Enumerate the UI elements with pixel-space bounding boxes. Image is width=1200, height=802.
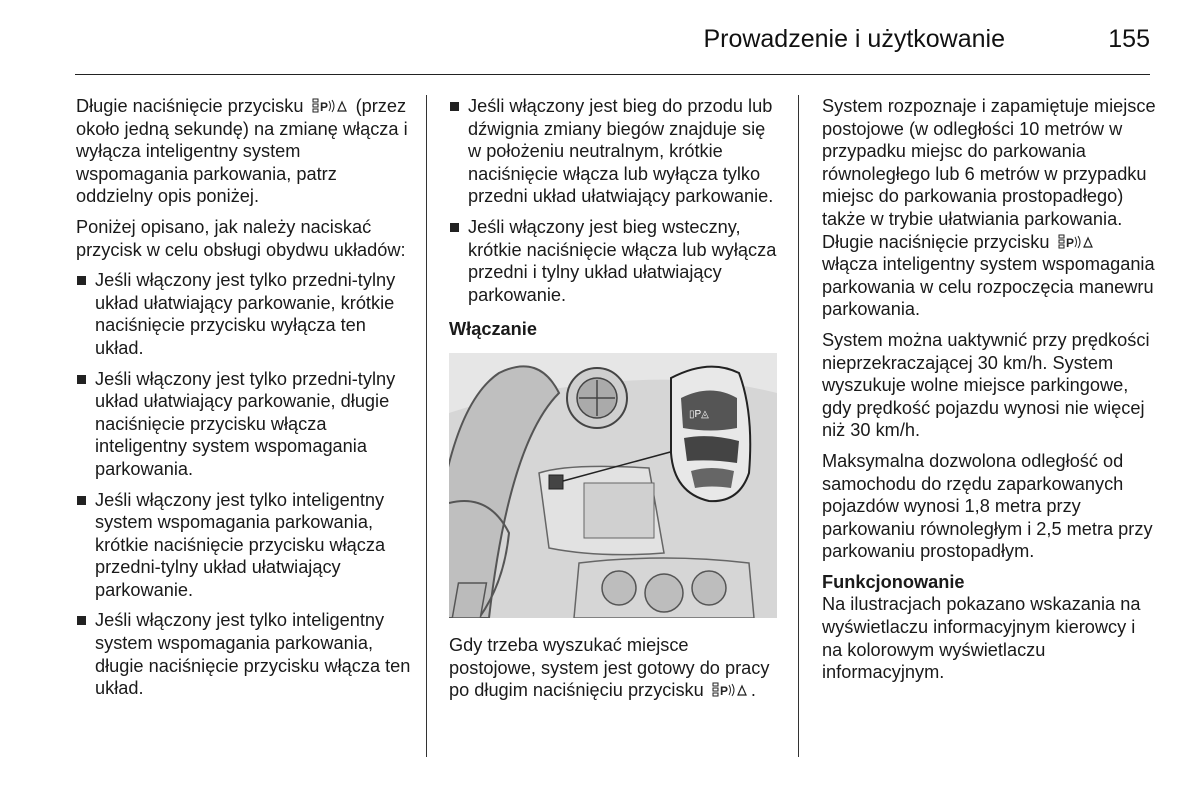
paragraph-text: Gdy trzeba wyszukać miejsce postojowe, system jest gotowy do pracy po długim naciśnięciu przycisku <box>449 634 770 701</box>
paragraph-text: . <box>750 680 756 701</box>
dashboard-illustration <box>449 353 777 618</box>
list-item: Jeśli włączony jest tylko inteligentny system wspomagania parkowania, krótkie naciśnięcie przycisku włącza przedni-tylny układ ułatwiający parkowanie. <box>76 489 416 602</box>
page-header <box>75 20 1150 75</box>
bullet-list <box>449 95 779 306</box>
paragraph <box>822 95 1157 321</box>
list-item: Jeśli włączony jest bieg wsteczny, krótkie naciśnięcie włącza lub wyłącza przedni i tylny układ ułatwiający parkowanie. <box>449 216 779 306</box>
section-heading: Włączanie <box>449 319 537 340</box>
column-1 <box>76 95 416 708</box>
list-item: Jeśli włączony jest tylko przedni-tylny układ ułatwiający parkowanie, długie naciśnięcie przycisku włącza inteligentny system wspomagania parkowania. <box>76 368 416 481</box>
list-item: Jeśli włączony jest bieg do przodu lub dźwignia zmiany biegów znajduje się w położeniu neutralnym, krótkie naciśnięcie włącza lub wyłącza tylko przedni układ ułatwiający parkowanie. <box>449 95 779 208</box>
paragraph <box>76 95 416 208</box>
svg-text:▯P◬: ▯P◬ <box>689 408 709 420</box>
paragraph: System można uaktywnić przy prędkości nieprzekraczającej 30 km/h. System wyszukuje wolne miejsce parkingowe, gdy prędkość pojazdu wynosi nie więcej niż 30 km/h. <box>822 329 1150 441</box>
column-3 <box>822 95 1157 692</box>
list-item: Jeśli włączony jest tylko przedni-tylny układ ułatwiający parkowanie, krótkie naciśnięcie przycisku wyłącza ten układ. <box>76 269 416 359</box>
paragraph-text: System rozpoznaje i zapamiętuje miejsce postojowe (w odległości 10 metrów w przypadku miejsc do parkowania równoległego lub 6 metrów w przypadku miejsc do parkowania prostopadłego) także w trybie ułatwiania parkowania. Długie naciśnięcie przycisku <box>822 96 1156 252</box>
park-assist-button-icon <box>712 682 748 698</box>
dashboard-drawing <box>449 353 777 618</box>
bullet-list <box>76 269 416 700</box>
column-divider <box>798 95 799 757</box>
svg-text:P: P <box>1065 235 1074 250</box>
paragraph: Maksymalna dozwolona odległość od samochodu do rzędu zaparkowanych pojazdów wynosi 1,8 metra przy parkowaniu równoległym i 2,5 metra przy parkowaniu prostopadłym. <box>822 450 1153 562</box>
park-assist-button-icon <box>312 98 348 114</box>
paragraph: Na ilustracjach pokazano wskazania na wyświetlaczu informacyjnym kierowcy i na kolorowym wyświetlaczu informacyjnym. <box>822 594 1141 683</box>
section-heading: Funkcjonowanie <box>822 571 965 592</box>
paragraph-text: Długie naciśnięcie przycisku <box>76 96 304 116</box>
paragraph <box>449 634 779 702</box>
section-title: Prowadzenie i użytkowanie <box>703 25 1005 53</box>
svg-text:P: P <box>319 100 328 114</box>
list-item: Jeśli włączony jest tylko inteligentny system wspomagania parkowania, długie naciśnięcie przycisku włącza ten układ. <box>76 609 416 699</box>
paragraph-text: (przez około jedną sekundę) na zmianę włącza i wyłącza inteligentny system wspomagania parkowania, patrz oddzielny opis poniżej. <box>76 96 408 207</box>
paragraph-text: włącza inteligentny system wspomagania parkowania w celu rozpoczęcia manewru parkowania. <box>822 254 1155 320</box>
paragraph: Poniżej opisano, jak należy naciskać przycisk w celu obsługi obydwu układów: <box>76 216 406 260</box>
column-divider <box>426 95 427 757</box>
svg-text:P: P <box>719 684 728 699</box>
page-number: 155 <box>1108 25 1150 53</box>
park-assist-button-icon <box>1058 234 1094 250</box>
column-2 <box>449 95 779 710</box>
